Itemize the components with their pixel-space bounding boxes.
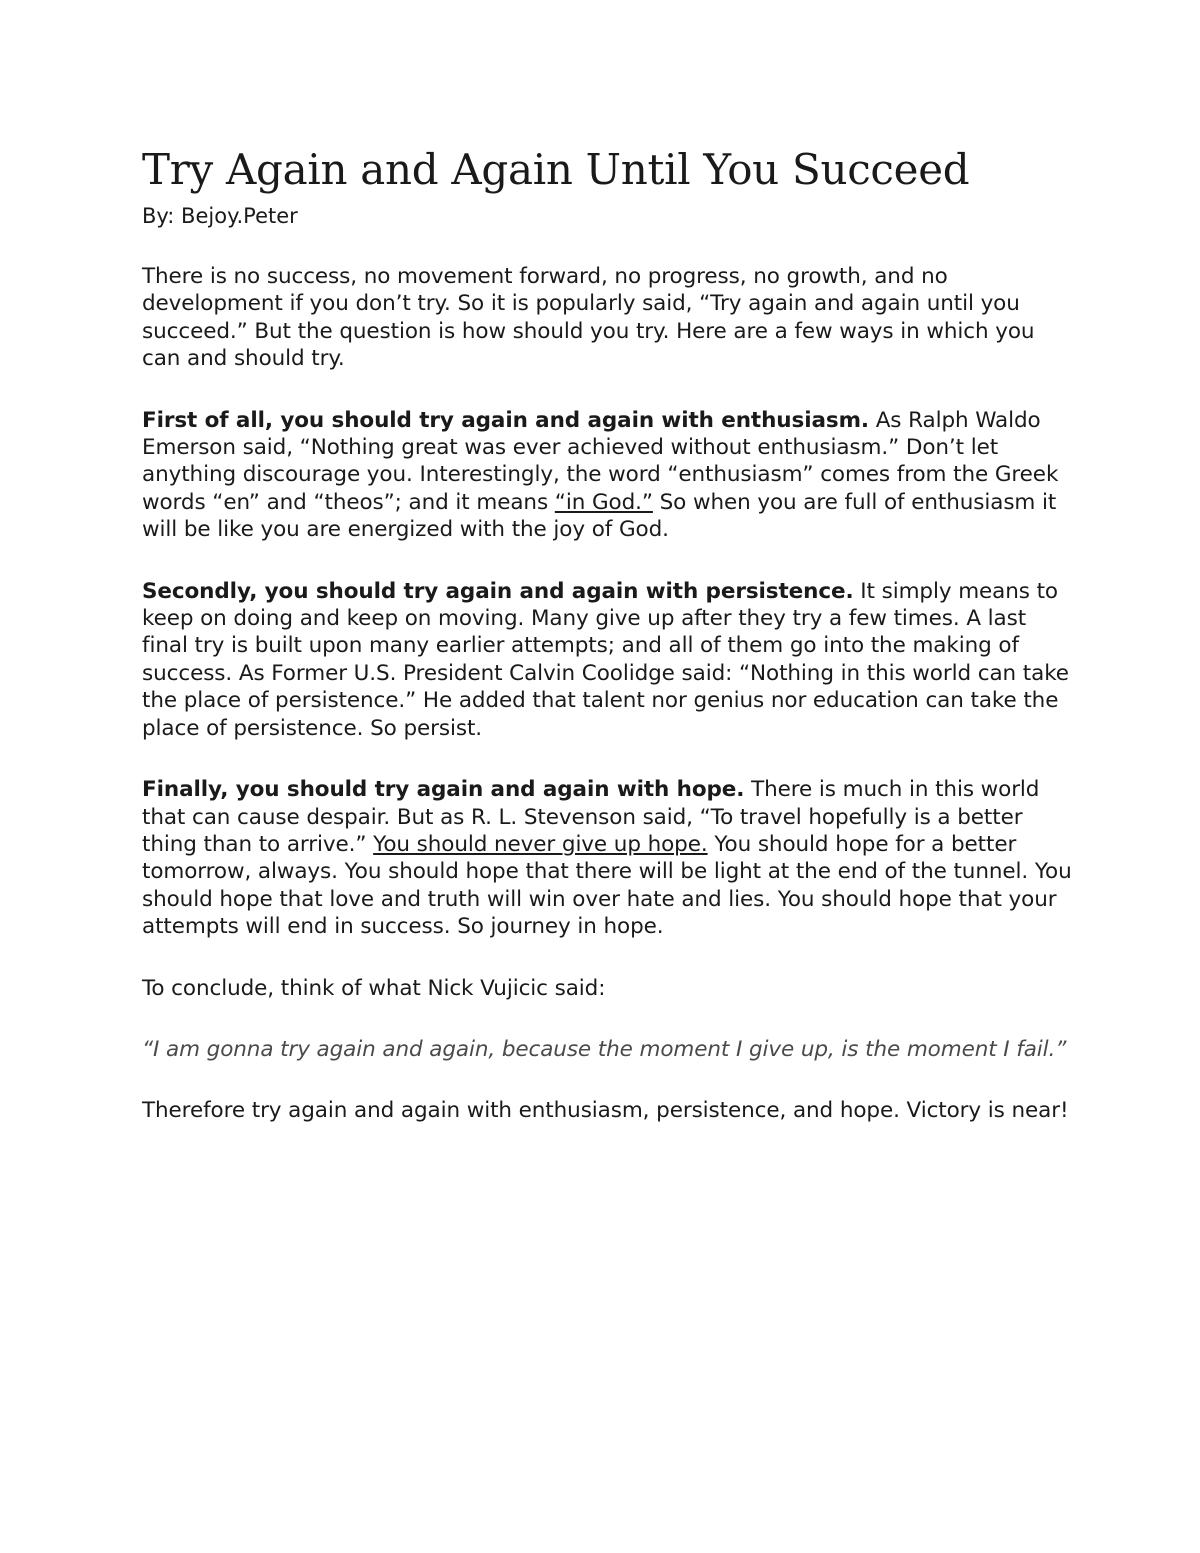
enthusiasm-text-b: So when you are full of enthusiasm it will be like you are energized with the joy of God.	[142, 489, 1057, 543]
intro-paragraph: There is no success, no movement forward, no progress, no growth, and no development if you don’t try. So it is popularly said, “Try again and again until you succeed.” But the question is how should you try. Here are a few ways in which you can and should try.	[142, 264, 1035, 372]
document-page	[142, 140, 1072, 1125]
author-byline: By: Bejoy.Peter	[142, 204, 298, 228]
enthusiasm-underline: “in God.”	[554, 489, 653, 515]
enthusiasm-lead: First of all, you should try again and again with enthusiasm.	[142, 407, 869, 433]
closing-paragraph: Therefore try again and again with enthusiasm, persistence, and hope. Victory is near!	[142, 1098, 1069, 1124]
persistence-lead: Secondly, you should try again and again with persistence.	[142, 578, 854, 604]
persistence-paragraph	[142, 578, 1072, 742]
hope-underline: You should never give up hope.	[373, 831, 708, 857]
vujicic-quote: “I am gonna try again and again, because the moment I give up, is the moment I fail.”	[142, 1036, 1067, 1062]
persistence-text: It simply means to keep on doing and keep on moving. Many give up after they try a few times. A last final try is built upon many earlier attempts; and all of them go into the making of success. As Former U.S. President Calvin Coolidge said: “Nothing in this world can take the place of persistence.” He added that talent nor genius nor education can take the place of persistence. So persist.	[142, 578, 1069, 741]
enthusiasm-text-a: As Ralph Waldo Emerson said, “Nothing great was ever achieved without enthusiasm.” Don’t let anything discourage you. Interestingly, the word “enthusiasm” comes from the Greek words “en” and “theos”; and it means	[142, 407, 1059, 515]
conclusion-intro: To conclude, think of what Nick Vujicic said:	[142, 975, 606, 1001]
hope-text-a: There is much in this world that can cause despair. But as R. L. Stevenson said, “To travel hopefully is a better thing than to arrive.”	[142, 777, 1040, 857]
hope-paragraph	[142, 776, 1072, 940]
hope-lead: Finally, you should try again and again with hope.	[142, 777, 745, 803]
document-title: Try Again and Again Until You Succeed	[142, 145, 970, 194]
hope-text-b: You should hope for a better tomorrow, always. You should hope that there will be light at the end of the tunnel. You should hope that love and truth will win over hate and lies. You should hope that your attempts will end in success. So journey in hope.	[142, 831, 1072, 940]
enthusiasm-paragraph	[142, 407, 1072, 544]
